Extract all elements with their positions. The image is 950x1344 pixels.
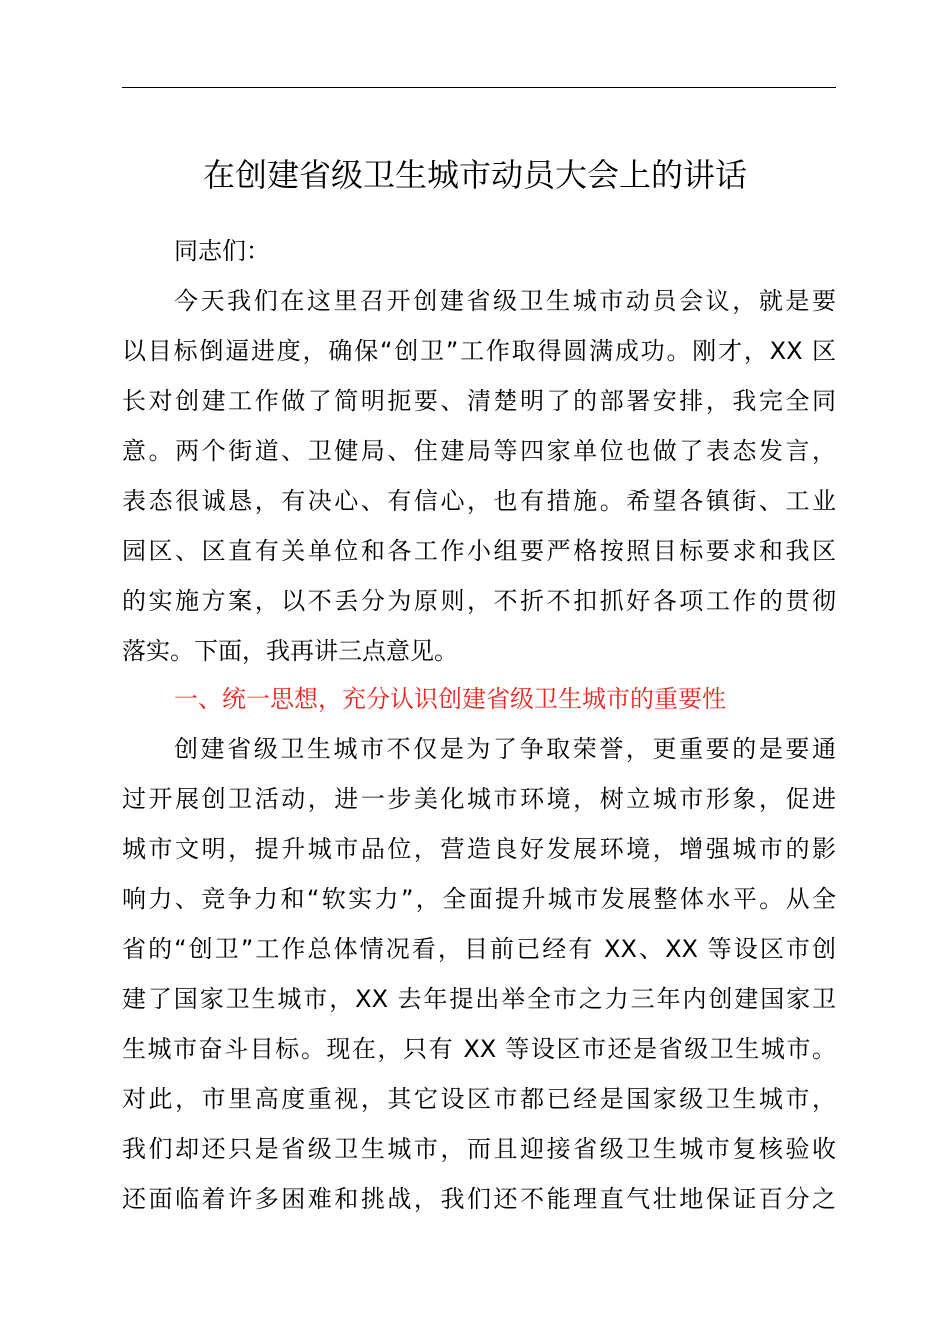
salutation: 同志们： [174,237,270,265]
paragraph-line: 表态很诚恳，有决心、有信心，也有措施。希望各镇街、工业 [122,487,836,515]
paragraph-line: 生城市奋斗目标。现在，只有 XX 等设区市还是省级卫生城市。 [122,1035,836,1063]
paragraph-line: 今天我们在这里召开创建省级卫生城市动员会议，就是要 [174,287,836,315]
paragraph-line: 长对创建工作做了简明扼要、清楚明了的部署安排，我完全同 [122,387,836,415]
section-heading: 一、统一思想，充分认识创建省级卫生城市的重要性 [174,685,726,713]
paragraph-line: 的实施方案，以不丢分为原则，不折不扣抓好各项工作的贯彻 [122,587,836,615]
paragraph-line: 落实。下面，我再讲三点意见。 [122,637,458,665]
paragraph-line: 过开展创卫活动，进一步美化城市环境，树立城市形象，促进 [122,785,836,813]
paragraph-line: 园区、区直有关单位和各工作小组要严格按照目标要求和我区 [122,537,836,565]
paragraph-line: 建了国家卫生城市，XX 去年提出举全市之力三年内创建国家卫 [122,985,836,1013]
paragraph-line: 还面临着许多困难和挑战，我们还不能理直气壮地保证百分之 [122,1185,836,1213]
paragraph-line: 我们却还只是省级卫生城市，而且迎接省级卫生城市复核验收 [122,1135,836,1163]
paragraph-line: 省的“创卫”工作总体情况看，目前已经有 XX、XX 等设区市创 [122,935,836,963]
paragraph-line: 对此，市里高度重视，其它设区市都已经是国家级卫生城市， [122,1085,836,1113]
paragraph-line: 意。两个街道、卫健局、住建局等四家单位也做了表态发言， [122,437,836,465]
paragraph-line: 城市文明，提升城市品位，营造良好发展环境，增强城市的影 [122,835,836,863]
paragraph-section1 [122,724,836,1224]
header-rule [122,87,836,88]
paragraph-line: 响力、竞争力和“软实力”，全面提升城市发展整体水平。从全 [122,885,836,913]
paragraph-line: 创建省级卫生城市不仅是为了争取荣誉，更重要的是要通 [174,735,836,763]
document-title: 在创建省级卫生城市动员大会上的讲话 [202,156,747,194]
paragraph-intro [122,276,836,676]
paragraph-line: 以目标倒逼进度，确保“创卫”工作取得圆满成功。刚才，XX 区 [122,337,836,365]
